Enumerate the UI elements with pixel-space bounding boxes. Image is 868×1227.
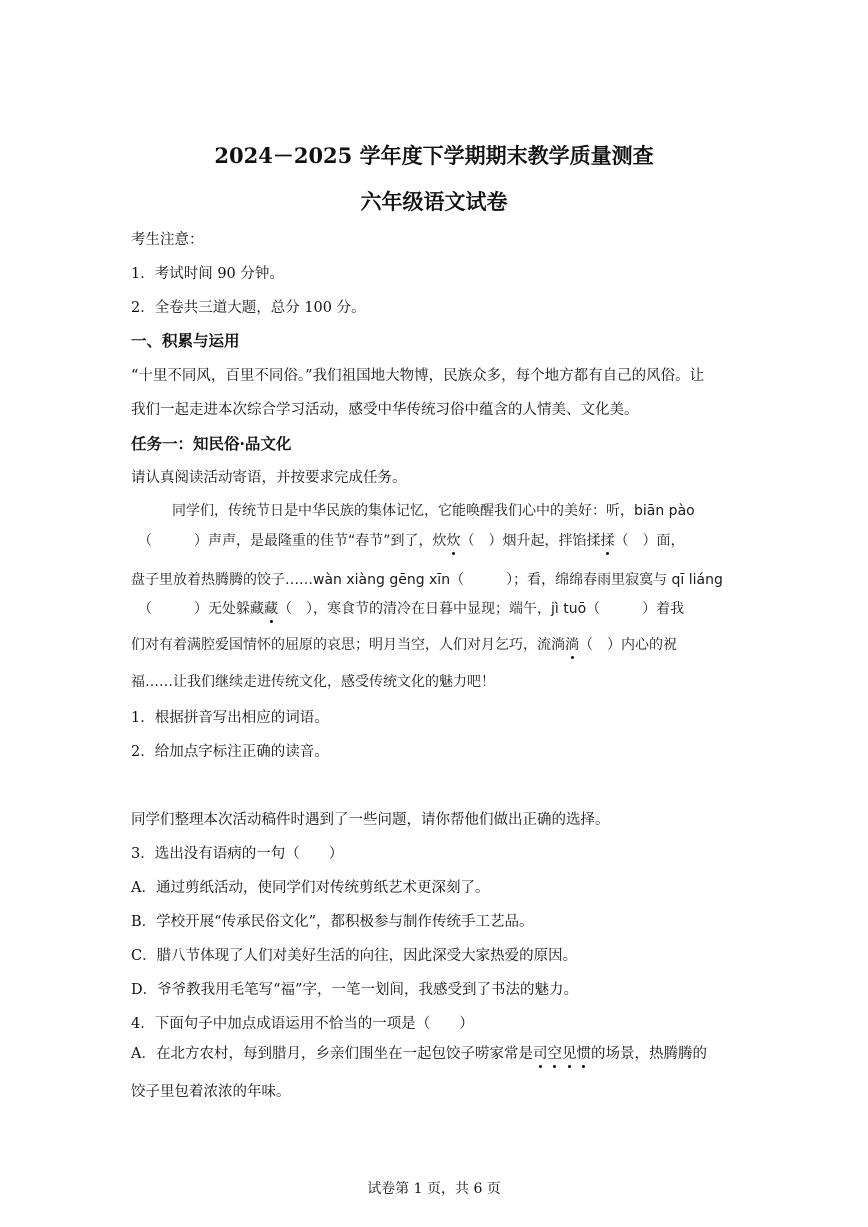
letter-line-4 [138,598,684,618]
letter-line-2-part-a: （ ）声声，是最隆重的佳节“春节”到了，炊 [138,533,447,549]
question-4-option-a-line-2: 饺子里包着浓浓的年味。 [131,1084,291,1100]
question-3-option-c: C．腊八节体现了人们对美好生活的向往，因此深受大家热爱的原因。 [131,948,578,964]
question-3-option-b: B．学校开展“传承民俗文化”，都积极参与制作传统手工艺品。 [131,914,534,930]
exam-subtitle: 六年级语文试卷 [360,189,508,214]
task-heading-1: 任务一：知民俗·品文化 [131,434,292,453]
letter-line-3: 盘子里放着热腾腾的饺子……wàn xiàng gēng xīn（ ）；看，绵绵春雨里寂寞与 qī liáng [131,572,723,588]
question-4-option-a [131,1042,707,1063]
letter-line-5 [131,634,677,654]
task-instruction: 请认真阅读活动寄语，并按要求完成任务。 [131,470,407,486]
dotted-char-2: 揉 [601,530,615,550]
idiom-char-2: 空 [547,1042,562,1063]
dotted-char-4: 淌 [565,634,579,654]
dotted-char-1: 炊 [447,530,461,550]
notice-item-1: 1．考试时间 90 分钟。 [131,266,284,282]
exam-title: 2024－2025 学年度下学期期末教学质量测查 [214,143,654,168]
question-4: 4．下面句子中加点成语运用不恰当的一项是（ ） [131,1016,474,1032]
letter-line-5-part-a: 们对有着满腔爱国情怀的屈原的哀思；明月当空，人们对月乞巧，流淌 [131,637,565,653]
letter-line-4-part-a: （ ）无处躲藏 [138,601,264,617]
question-2: 2．给加点字标注正确的读音。 [131,744,329,760]
idiom-char-3: 见 [562,1042,577,1063]
letter-line-4-part-b: （ ），寒食节的清冷在日暮中显现；端午，jì tuō（ ）着我 [278,601,685,617]
q4a-text-post: 的场景，热腾腾的 [590,1046,707,1062]
letter-line-2 [138,530,685,550]
letter-line-2-part-c: （ ）面， [614,533,685,549]
q4a-text-pre: A．在北方农村，每到腊月，乡亲们围坐在一起包饺子唠家常是 [131,1046,533,1062]
section-intro-line-1: “十里不同风，百里不同俗。”我们祖国地大物博，民族众多，每个地方都有自己的风俗。让 [131,368,705,384]
question-3-option-d: D．爷爷教我用毛笔写“福”字，一笔一划间，我感受到了书法的魅力。 [131,982,578,998]
section-heading-1: 一、积累与运用 [131,331,240,350]
letter-line-2-part-b: （ ）烟升起，拌馅揉 [460,533,601,549]
transition-text: 同学们整理本次活动稿件时遇到了一些问题，请你帮他们做出正确的选择。 [131,812,610,828]
notice-label: 考生注意： [131,232,204,248]
letter-line-5-part-b: （ ）内心的祝 [579,637,677,653]
question-1: 1．根据拼音写出相应的词语。 [131,710,329,726]
dotted-char-3: 藏 [264,598,278,618]
idiom-char-1: 司 [533,1042,548,1063]
question-3: 3．选出没有语病的一句（ ） [131,846,344,862]
idiom-char-4: 惯 [576,1042,591,1063]
question-3-option-a: A．通过剪纸活动，使同学们对传统剪纸艺术更深刻了。 [131,880,490,896]
letter-line-6: 福……让我们继续走进传统文化，感受传统文化的魅力吧！ [131,674,495,690]
notice-item-2: 2．全卷共三道大题，总分 100 分。 [131,300,366,316]
letter-line-1: 同学们，传统节日是中华民族的集体记忆，它能唤醒我们心中的美好：听，biān pào [172,503,695,519]
page-footer: 试卷第 1 页，共 6 页 [367,1181,501,1197]
section-intro-line-2: 我们一起走进本次综合学习活动，感受中华传统习俗中蕴含的人情美、文化美。 [131,402,639,418]
